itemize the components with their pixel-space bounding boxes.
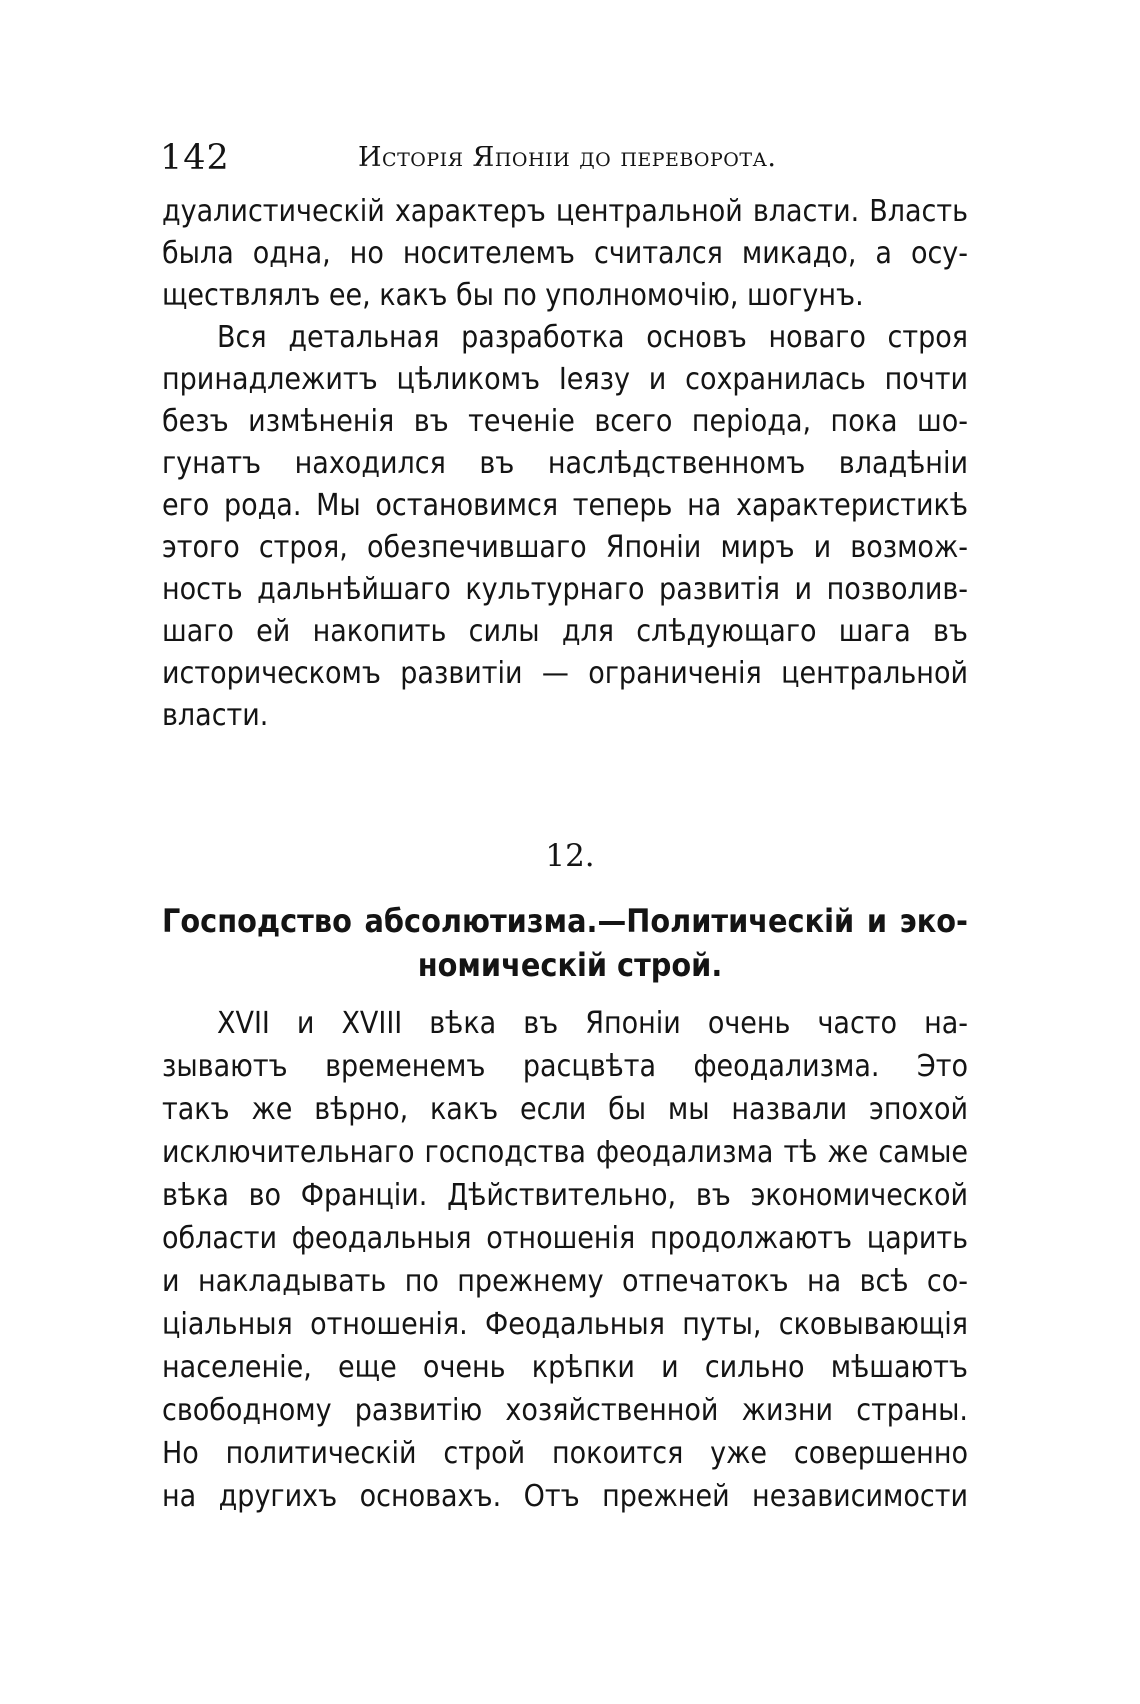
text-line: гунатъ находился въ наслѣдственномъ владѣніи — [162, 446, 968, 481]
text-line: историческомъ развитіи — ограниченія центральной — [162, 656, 968, 691]
text-line: Вся детальная разработка основъ новаго строя — [217, 320, 968, 355]
text-line: Но политическій строй покоится уже совершенно — [162, 1436, 968, 1471]
text-line: XVII и XVIII вѣка въ Японіи очень часто на- — [217, 1006, 968, 1041]
section-heading-continued: номическій строй. — [417, 946, 723, 984]
text-line: шаго ей накопить силы для слѣдующаго шага въ — [162, 614, 968, 649]
text-line: области феодальныя отношенія продолжаютъ царить — [162, 1221, 968, 1256]
text-line: ществлялъ ее, какъ бы по уполномочію, шогунъ. — [162, 278, 864, 313]
text-line: вѣка во Франціи. Дѣйствительно, въ экономической — [162, 1178, 968, 1213]
page-number: 142 — [160, 138, 230, 178]
text-line: ность дальнѣйшаго культурнаго развитія и позволив- — [162, 572, 968, 607]
text-line: власти. — [162, 698, 269, 733]
text-line: населеніе, еще очень крѣпки и сильно мѣшаютъ — [162, 1350, 968, 1385]
section-number: 12. — [545, 838, 595, 874]
text-line: и накладывать по прежнему отпечатокъ на всѣ со- — [162, 1264, 968, 1299]
text-line: принадлежитъ цѣликомъ Іеязу и сохранилась почти — [162, 362, 968, 397]
page-header — [160, 138, 970, 188]
text-line: на другихъ основахъ. Отъ прежней независимости — [162, 1479, 968, 1514]
running-title: Исторія Японіи до переворота. — [358, 142, 777, 173]
text-line: такъ же вѣрно, какъ если бы мы назвали эпохой — [162, 1092, 968, 1127]
text-line: зываютъ временемъ расцвѣта феодализма. Это — [162, 1049, 968, 1084]
text-line: исключительнаго господства феодализма тѣ же самые — [162, 1135, 968, 1170]
text-line: свободному развитію хозяйственной жизни страны. — [162, 1393, 968, 1428]
text-line: этого строя, обезпечившаго Японіи миръ и возмож- — [162, 530, 968, 565]
text-line: безъ измѣненія въ теченіе всего періода, пока шо- — [162, 404, 968, 439]
section-heading: Господство абсолютизма.—Политическій и эко- — [162, 902, 968, 940]
text-line: была одна, но носителемъ считался микадо, а осу- — [162, 236, 968, 271]
text-line: его рода. Мы остановимся теперь на характеристикѣ — [162, 488, 968, 523]
text-line: дуалистическій характеръ центральной власти. Власть — [162, 194, 968, 229]
text-line: ціальныя отношенія. Феодальныя путы, сковывающія — [162, 1307, 968, 1342]
